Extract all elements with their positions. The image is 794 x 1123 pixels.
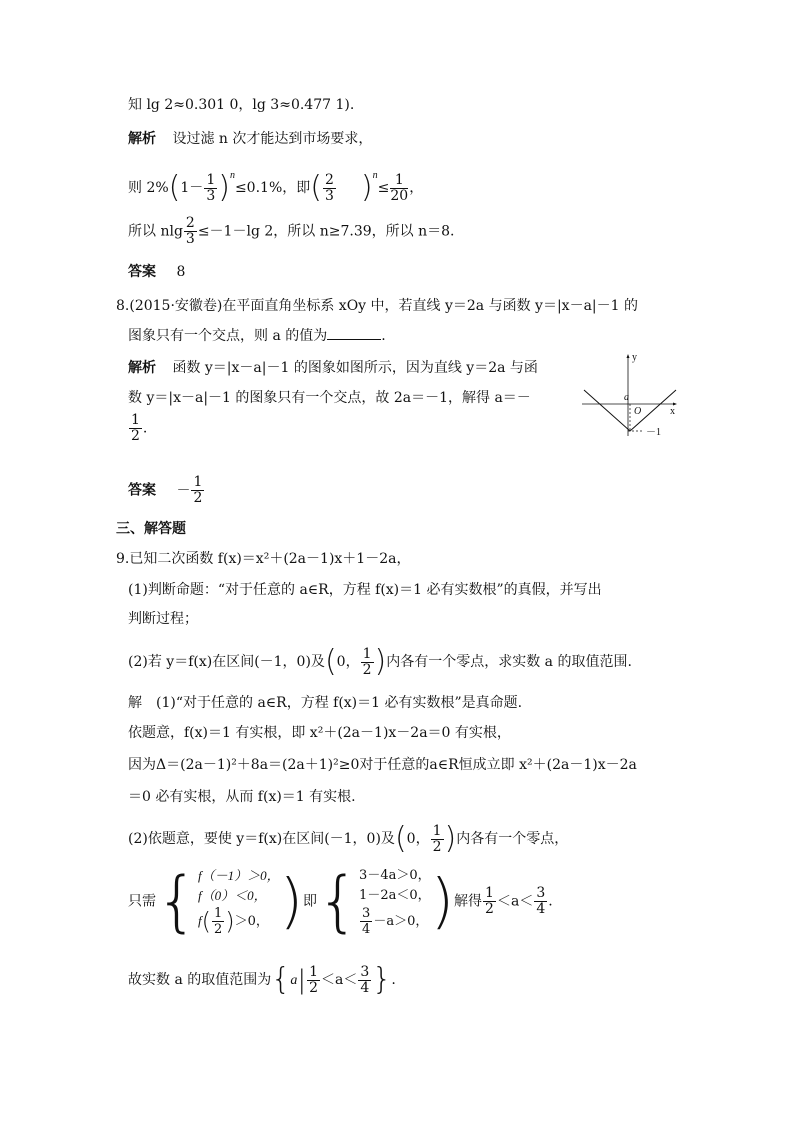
- minus-sign: －: [176, 482, 191, 499]
- answer-blank: [327, 325, 381, 340]
- y-axis-label: y: [632, 352, 637, 363]
- exponent-n: n: [229, 170, 235, 181]
- system-1-row-3-tail: ＞0，: [234, 914, 269, 929]
- system-2-row-1: 3－4a＞0，: [359, 868, 431, 883]
- right-paren: ): [218, 170, 230, 205]
- right-paren: ): [444, 821, 457, 856]
- system-1-close: ): [279, 866, 304, 937]
- numerator: 1: [131, 412, 140, 428]
- fraction-three-fourths: [534, 886, 547, 917]
- numerator: 1: [432, 822, 442, 839]
- f-symbol: f: [198, 913, 202, 928]
- part-2-suffix: 内各有一个零点，求实数 a 的取值范围.: [386, 654, 632, 670]
- answer-label: 答案: [128, 264, 156, 280]
- numerator: 1: [214, 906, 223, 921]
- minus-one-label: －1: [646, 427, 661, 438]
- right-paren: ): [360, 170, 373, 205]
- left-paren: (: [310, 170, 322, 205]
- analysis-label: 解析: [128, 131, 156, 147]
- answer-value: 8: [176, 264, 186, 280]
- question-8-period: .: [381, 328, 386, 344]
- solution-line-6: [128, 862, 553, 940]
- left-paren: (: [394, 821, 407, 856]
- part-2-prefix: (2)若 y＝f(x)在区间(－1，0)及: [128, 654, 325, 670]
- analysis-label: 解析: [128, 360, 156, 376]
- solution-line-3: 因为Δ＝(2a－1)²＋8a＝(2a＋1)²≥0对于任意的a∈R恒成立即 x²＋(2a－1)x－2a: [128, 757, 637, 773]
- set-left-brace: {: [271, 962, 291, 997]
- namely-label: 即: [303, 893, 318, 910]
- set-bar: |: [297, 965, 307, 995]
- analysis-line-3: [128, 216, 454, 247]
- numerator: 1: [362, 645, 372, 662]
- denominator: 20: [390, 187, 409, 204]
- fraction-two-thirds: [184, 216, 197, 247]
- left-paren: (: [168, 170, 181, 205]
- denominator: 3: [185, 231, 195, 247]
- question-8-analysis-3: [128, 413, 147, 444]
- numerator: 2: [324, 171, 334, 188]
- question-9-part-1a: (1)判断命题：“对于任意的 a∈R，方程 f(x)＝1 必有实数根”的真假，并写出: [128, 582, 602, 598]
- denominator: 3: [206, 187, 216, 204]
- fraction-two-thirds: [323, 173, 336, 204]
- fraction-three-fourths: [360, 906, 372, 937]
- analysis-text: 设过滤 n 次才能达到市场要求，: [172, 131, 373, 147]
- denominator: 3: [324, 187, 334, 204]
- exponent-n: n: [372, 170, 378, 181]
- denominator: 4: [362, 922, 371, 937]
- analysis-conclusion: ≤－1－lg 2，所以 n≥7.39，所以 n＝8.: [197, 223, 455, 240]
- denominator: 2: [485, 901, 494, 917]
- analysis-prefix: 所以 nlg: [128, 223, 183, 240]
- fraction-one-half: [307, 965, 320, 996]
- question-9-part-1b: 判断过程；: [128, 611, 198, 627]
- origin-label: O: [634, 406, 642, 417]
- system-2-close: ): [430, 866, 455, 937]
- question-9-stem: 9.已知二次函数 f(x)＝x²＋(2a－1)x＋1－2a，: [116, 551, 411, 567]
- question-8-text: 图象只有一个交点，则 a 的值为: [128, 328, 328, 344]
- solution-line-1: 解 (1)“对于任意的 a∈R，方程 f(x)＝1 必有实数根”是真命题.: [128, 695, 523, 711]
- denominator: 4: [536, 901, 546, 917]
- left-paren: (: [201, 907, 211, 936]
- fraction-one-half: [361, 647, 374, 678]
- right-paren: ): [225, 907, 235, 936]
- numerator: 1: [193, 474, 203, 490]
- system-2-row-3: [359, 906, 431, 937]
- question-8-line-1: 8.(2015·安徽卷)在平面直角坐标系 xOy 中，若直线 y＝2a 与函数 y＝|x－a|－1 的: [116, 298, 638, 314]
- right-paren: ): [374, 644, 387, 679]
- answer-line-8: [128, 475, 205, 506]
- solution-line-7: [128, 962, 396, 999]
- solution-5-suffix: 内各有一个零点，: [456, 831, 569, 847]
- denominator: 2: [214, 922, 223, 937]
- numerator: 2: [185, 215, 195, 231]
- denominator: 2: [362, 661, 372, 678]
- answer-label: 答案: [128, 482, 156, 499]
- numerator: 1: [309, 963, 319, 980]
- only-need-label: 只需: [128, 893, 156, 910]
- question-8-analysis-2: 数 y＝|x－a|－1 的图象只有一个交点，故 2a＝－1，解得 a＝－: [128, 390, 531, 406]
- numerator: 1: [390, 173, 408, 189]
- analysis-prefix: 则 2%: [128, 180, 169, 196]
- solution-line-5: [128, 822, 568, 856]
- fraction-one-half: [431, 824, 444, 855]
- period: .: [548, 893, 553, 910]
- y-axis-arrow: [627, 354, 630, 358]
- system-2-row-3-tail: －a＞0，: [373, 914, 429, 929]
- fraction-one-twentieth: [390, 173, 408, 204]
- fraction-one-half: [212, 906, 224, 937]
- section-heading: 三、解答题: [116, 521, 186, 537]
- solution-line-2: 依题意，f(x)＝1 有实根，即 x²＋(2a－1)x－2a＝0 有实根，: [128, 725, 511, 741]
- math-one-minus: 1－: [180, 180, 204, 196]
- a-label: a: [624, 392, 629, 403]
- range-prefix: 故实数 a 的取值范围为: [128, 972, 272, 988]
- system-1-row-1: f（－1）＞0，: [198, 868, 280, 883]
- fraction-one-half: [129, 413, 142, 444]
- numerator: 1: [485, 885, 494, 901]
- analysis-text: 函数 y＝|x－a|－1 的图象如图所示，因为直线 y＝2a 与函: [172, 360, 538, 376]
- fraction-one-half: [191, 475, 204, 506]
- inequality-middle: ＜a＜: [496, 893, 534, 910]
- numerator: 3: [360, 963, 370, 980]
- question-8-analysis-1: [128, 358, 538, 378]
- answer-line-7: [128, 262, 185, 282]
- denominator: 2: [131, 428, 140, 444]
- inequality-system-2: [359, 866, 431, 937]
- fraction-one-half: [483, 886, 496, 917]
- set-variable: a: [290, 973, 298, 988]
- interval-start: 0，: [336, 654, 360, 670]
- system-brace: {: [317, 862, 360, 940]
- intro-line: 知 lg 2≈0.301 0，lg 3≈0.477 1).: [128, 97, 355, 113]
- set-right-brace: }: [372, 962, 392, 997]
- system-1-row-2: f（0）＜0，: [198, 888, 267, 903]
- left-paren: (: [324, 644, 337, 679]
- analysis-middle: ≤0.1%，即: [234, 180, 311, 196]
- fraction-three-fourths: [358, 965, 371, 996]
- numerator: 3: [536, 885, 546, 901]
- inequality-middle: ＜a＜: [321, 972, 358, 988]
- denominator: 4: [360, 979, 370, 996]
- question-9-part-2: [128, 645, 632, 679]
- numerator: 1: [206, 171, 216, 188]
- analysis-line-2: 则 2%(1－ $\frac{1}{3}$ )$^n$≤0.1%，即( $\frac{2}{3}$ )$^n$≤ $\frac{1}{20}$ ，: [128, 170, 424, 205]
- system-2-row-2: 1－2a＜0，: [359, 888, 431, 903]
- solve-label: 解得: [454, 893, 483, 910]
- inequality-system-1: [198, 866, 280, 937]
- x-axis-label: x: [670, 406, 675, 417]
- period: .: [142, 420, 148, 437]
- fraction-one-third: [204, 173, 217, 204]
- denominator: 2: [193, 490, 203, 506]
- denominator: 2: [432, 838, 442, 855]
- system-1-row-3: [198, 906, 280, 937]
- solution-line-4: ＝0 必有实根，从而 f(x)＝1 有实根.: [128, 789, 356, 805]
- analysis-line-1: [128, 129, 372, 149]
- solution-5-prefix: (2)依题意，要使 y＝f(x)在区间(－1，0)及: [128, 831, 395, 847]
- interval-start: 0，: [406, 831, 430, 847]
- question-8-line-2: [128, 325, 386, 346]
- abs-value-graph: [582, 352, 678, 438]
- denominator: 2: [309, 979, 319, 996]
- period: .: [391, 972, 396, 988]
- system-brace: {: [156, 862, 198, 940]
- numerator: 3: [362, 906, 371, 921]
